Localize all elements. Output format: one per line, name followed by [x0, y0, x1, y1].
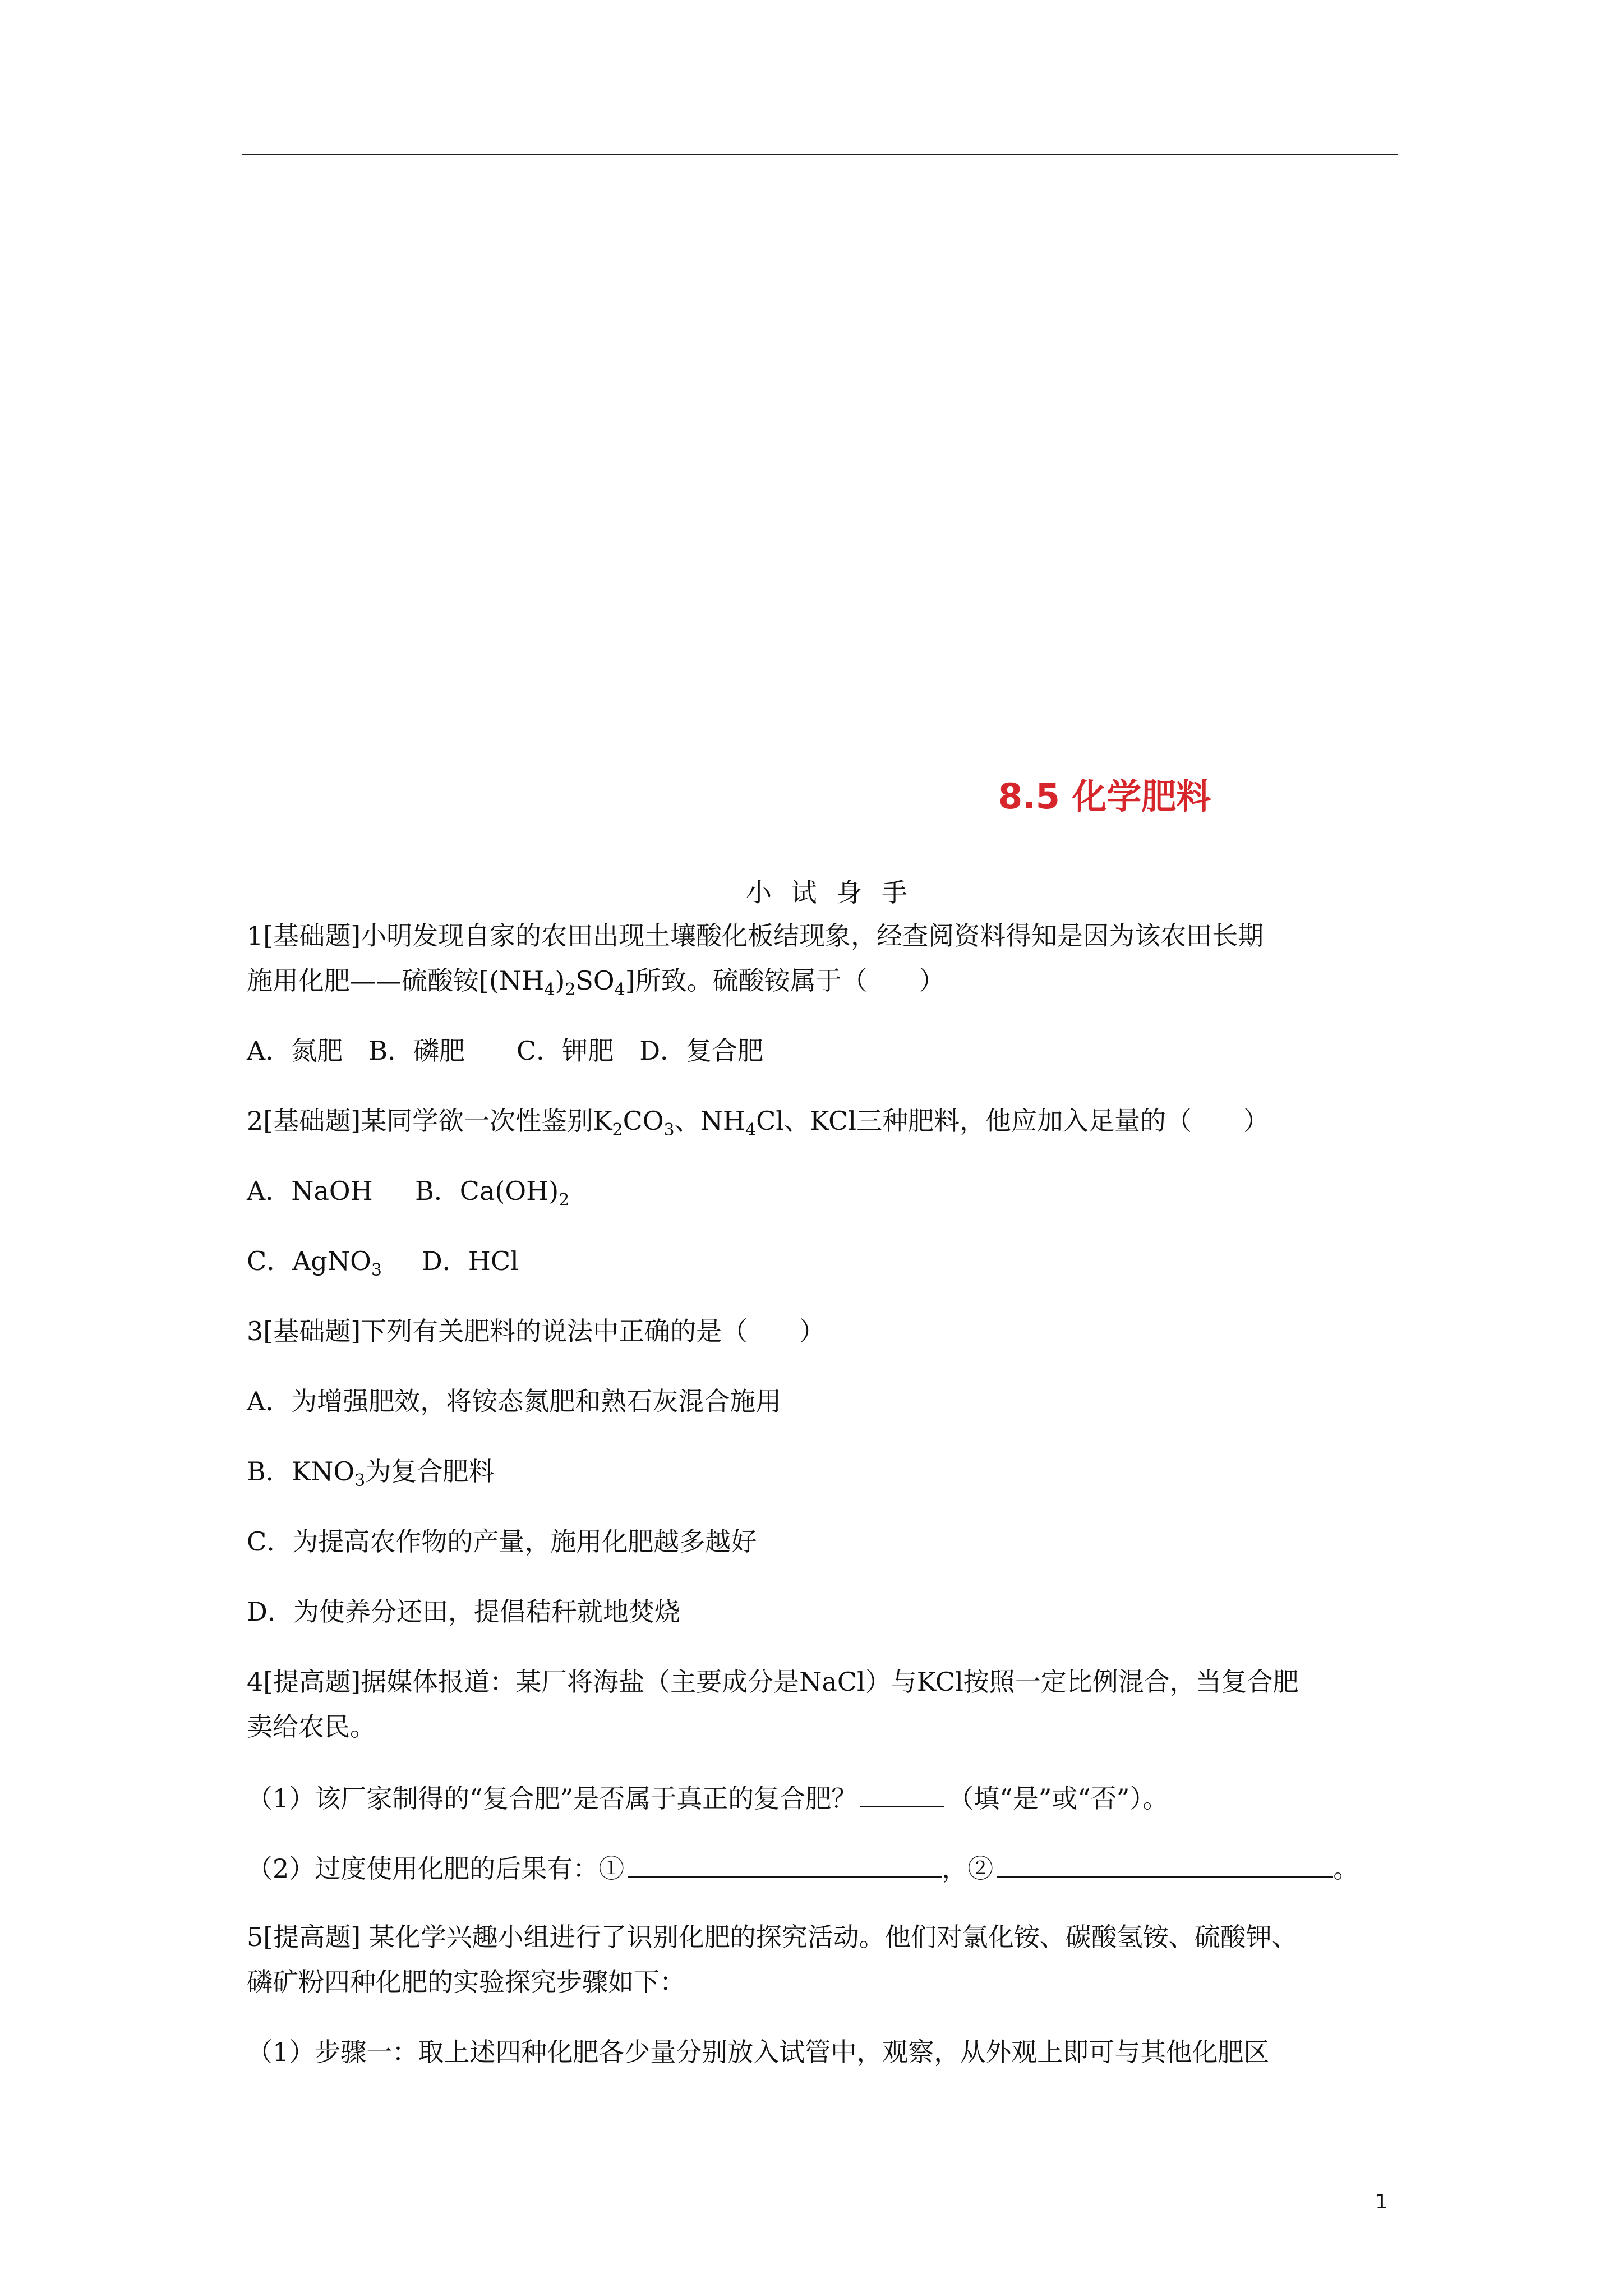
q3-stem: 3[基础题]下列有关肥料的说法中正确的是（ ）: [247, 1316, 826, 1346]
q3-option-d: D．为使养分还田，提倡秸秆就地焚烧: [247, 1596, 680, 1627]
q4-answer-blank-1[interactable]: [860, 1780, 944, 1807]
q1-options: A．氮肥 B．磷肥 C．钾肥 D．复合肥: [247, 1036, 764, 1066]
q1-subscript: 2: [565, 980, 576, 1000]
q4-sub1: [247, 1780, 1168, 1815]
q1-subscript: 4: [544, 980, 555, 1000]
q2-option-a: A．NaOH: [247, 1176, 373, 1206]
q5-stem-line2: 磷矿粉四种化肥的实验探究步骤如下：: [247, 1967, 685, 1997]
q3-option-a: A．为增强肥效，将铵态氮肥和熟石灰混合施用: [247, 1386, 782, 1416]
q3-text: 为复合肥料: [365, 1456, 495, 1487]
q2-text: 、NH: [674, 1106, 746, 1136]
q4-answer-blank-3[interactable]: [997, 1850, 1333, 1878]
q2-subscript: 2: [612, 1120, 623, 1140]
q2-subscript: 2: [559, 1190, 570, 1211]
q2-subscript: 3: [371, 1260, 382, 1281]
q4-sub2: [247, 1850, 1359, 1885]
q2-option-d: D．HCl: [421, 1246, 519, 1276]
q5-stem-line1: 5[提高题] 某化学兴趣小组进行了识别化肥的探究活动。他们对氯化铵、碳酸氢铵、硫酸钾、: [247, 1922, 1298, 1952]
q5-step1: （1）步骤一：取上述四种化肥各少量分别放入试管中，观察，从外观上即可与其他化肥区: [247, 2037, 1270, 2067]
q2-subscript: 4: [745, 1120, 757, 1140]
q2-text: 2[基础题]某同学欲一次性鉴别K: [247, 1106, 612, 1136]
q1-stem-line1: 1[基础题]小明发现自家的农田出现土壤酸化板结现象，经查阅资料得知是因为该农田长期: [247, 921, 1264, 951]
q2-text: Cl、KCl三种肥料，他应加入足量的（ ）: [756, 1106, 1270, 1136]
q3-text: B．KNO: [247, 1456, 355, 1487]
q1-text: ]所致。硫酸铵属于（ ）: [625, 965, 945, 996]
q1-text: ): [555, 965, 565, 996]
q2-stem: [247, 1104, 1269, 1147]
q2-option-c: C．AgNO: [247, 1246, 371, 1276]
q4-text: （填“是”或“否”）。: [948, 1783, 1169, 1814]
page-number: 1: [1375, 2191, 1388, 2214]
q2-text: CO: [623, 1106, 664, 1136]
q4-text: ，②: [942, 1853, 994, 1884]
header-rule: [242, 154, 1398, 155]
q2-options-row2: [247, 1244, 519, 1287]
q2-options-row1: [247, 1174, 569, 1217]
q2-subscript: 3: [663, 1120, 675, 1140]
q3-subscript: 3: [354, 1471, 366, 1491]
q1-stem-line2: [247, 964, 945, 1007]
q4-text: 。: [1333, 1853, 1359, 1884]
q1-text: 施用化肥——硫酸铵[(NH: [247, 965, 545, 996]
q4-answer-blank-2[interactable]: [628, 1850, 942, 1878]
document-title: 8.5 化学肥料: [998, 776, 1211, 817]
q3-option-c: C．为提高农作物的产量，施用化肥越多越好: [247, 1526, 757, 1557]
q2-option-b: B．Ca(OH): [415, 1176, 559, 1206]
q4-stem-line2: 卖给农民。: [247, 1711, 376, 1742]
q4-text: （2）过度使用化肥的后果有：①: [247, 1853, 625, 1884]
q4-text: （1）该厂家制得的“复合肥”是否属于真正的复合肥？: [247, 1783, 857, 1814]
q1-text: SO: [575, 965, 615, 996]
section-heading: 小 试 身 手: [746, 877, 913, 908]
q4-stem-line1: 4[提高题]据媒体报道：某厂将海盐（主要成分是NaCl）与KCl按照一定比例混合，当复合肥: [247, 1667, 1299, 1697]
q3-option-b: [247, 1455, 494, 1498]
q1-subscript: 4: [614, 980, 625, 1000]
